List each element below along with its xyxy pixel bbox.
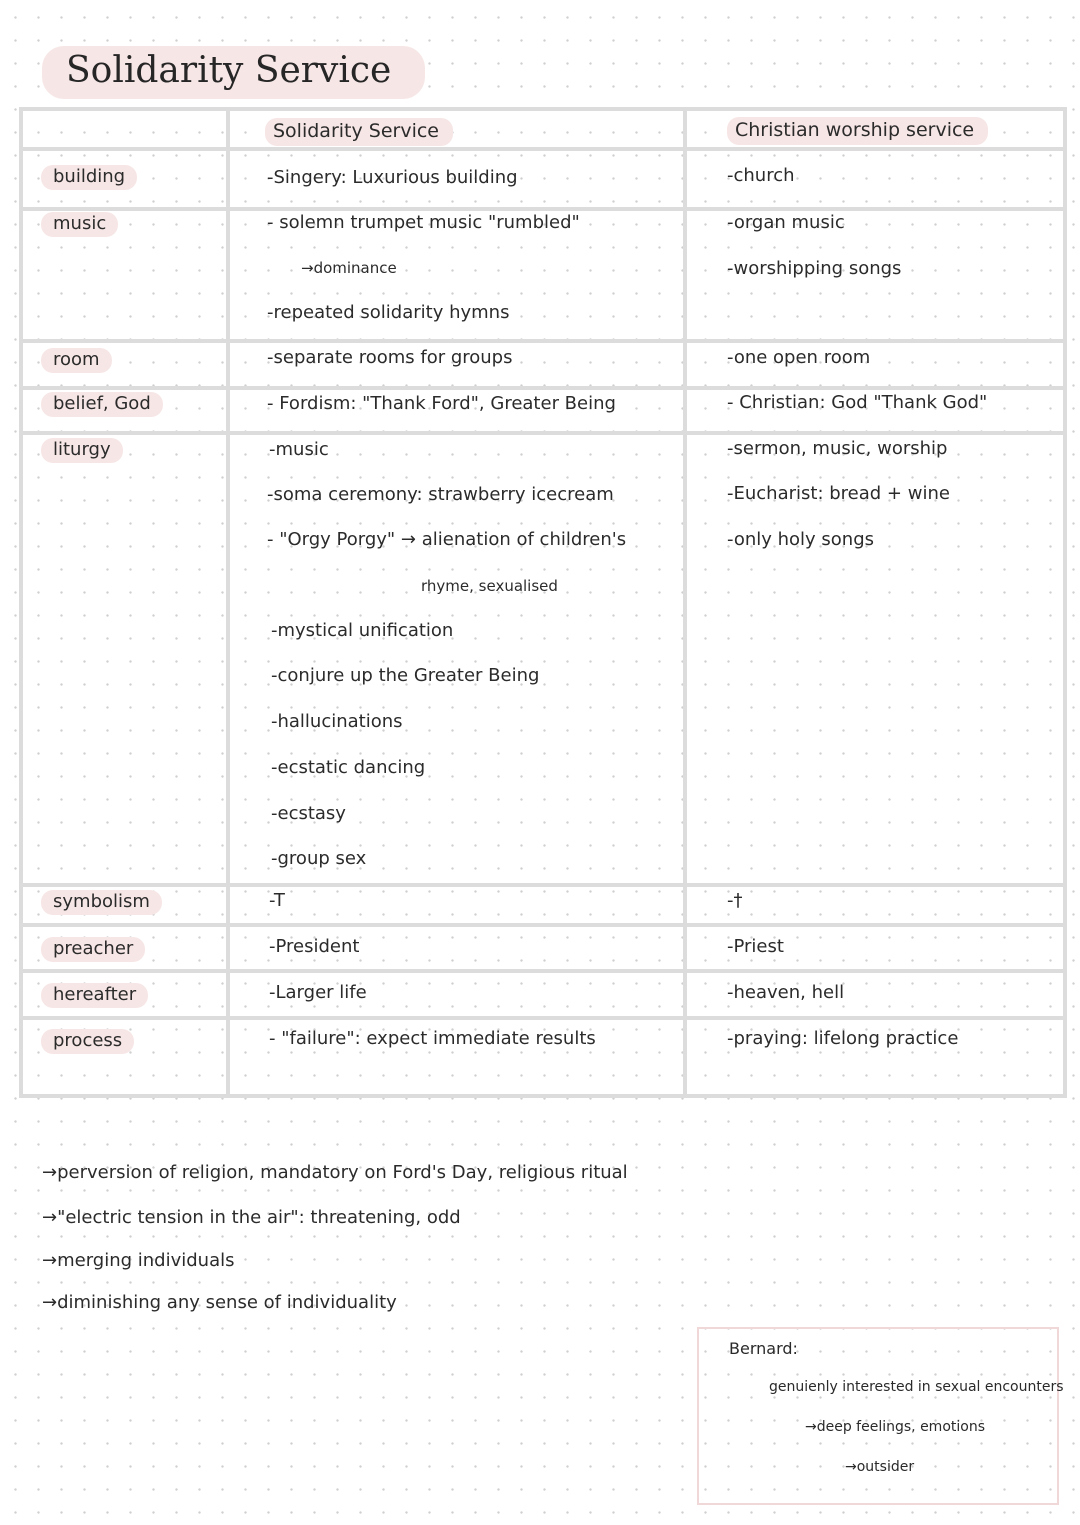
table-cell: -conjure up the Greater Being bbox=[271, 665, 540, 686]
table-cell: -Larger life bbox=[269, 982, 367, 1003]
table-line bbox=[19, 107, 1067, 111]
bernard-line: →deep feelings, emotions bbox=[805, 1419, 985, 1435]
table-cell: - "Orgy Porgy" → alienation of children's bbox=[267, 529, 627, 550]
table-line bbox=[19, 147, 1067, 151]
table-cell: -† bbox=[727, 890, 743, 911]
table-cell: -Priest bbox=[727, 936, 784, 957]
table-line bbox=[19, 969, 1067, 973]
table-cell: -hallucinations bbox=[271, 711, 403, 732]
table-cell: -one open room bbox=[727, 347, 871, 368]
table-line bbox=[19, 883, 1067, 887]
table-cell: -repeated solidarity hymns bbox=[267, 302, 510, 323]
table-cell: -sermon, music, worship bbox=[727, 438, 948, 459]
table-cell: - Fordism: "Thank Ford", Greater Being bbox=[267, 393, 616, 414]
bernard-line: →outsider bbox=[845, 1459, 915, 1475]
table-cell: -T bbox=[269, 890, 285, 911]
table-cell: - "failure": expect immediate results bbox=[269, 1028, 596, 1049]
bernard-title: Bernard: bbox=[729, 1339, 798, 1358]
table-cell: →dominance bbox=[301, 259, 397, 277]
table-cell: -President bbox=[269, 936, 360, 957]
table-cell: -organ music bbox=[727, 212, 845, 233]
category-label: preacher bbox=[41, 937, 145, 962]
table-line bbox=[226, 107, 230, 1098]
category-label: belief, God bbox=[41, 392, 163, 417]
category-label: process bbox=[41, 1029, 134, 1054]
category-label: building bbox=[41, 165, 137, 190]
table-line bbox=[1063, 107, 1067, 1098]
table-line bbox=[19, 207, 1067, 211]
note-line: →"electric tension in the air": threatening, odd bbox=[42, 1207, 461, 1228]
table-cell: - solemn trumpet music "rumbled" bbox=[267, 212, 580, 233]
table-line bbox=[19, 1016, 1067, 1020]
table-cell: -group sex bbox=[271, 848, 367, 869]
table-cell: -church bbox=[727, 165, 795, 186]
table-line bbox=[19, 923, 1067, 927]
table-cell: -ecstasy bbox=[271, 803, 346, 824]
table-cell: -ecstatic dancing bbox=[271, 757, 426, 778]
table-cell: - Christian: God "Thank God" bbox=[727, 392, 988, 413]
table-line bbox=[683, 107, 687, 1098]
category-label: symbolism bbox=[41, 890, 162, 915]
table-line bbox=[19, 1094, 1067, 1098]
table-line bbox=[19, 339, 1067, 343]
header-solidarity-service: Solidarity Service bbox=[265, 118, 453, 146]
table-cell: -Singery: Luxurious building bbox=[267, 167, 518, 188]
note-line: →merging individuals bbox=[42, 1250, 235, 1271]
category-label: music bbox=[41, 212, 118, 237]
table-line bbox=[19, 386, 1067, 390]
table-cell: -music bbox=[269, 439, 329, 460]
page-title: Solidarity Service bbox=[42, 46, 425, 99]
table-cell: -worshipping songs bbox=[727, 258, 902, 279]
bernard-line: genuienly interested in sexual encounters bbox=[769, 1379, 1064, 1395]
table-cell: -separate rooms for groups bbox=[267, 347, 513, 368]
table-line bbox=[19, 431, 1067, 435]
note-line: →diminishing any sense of individuality bbox=[42, 1292, 397, 1313]
category-label: hereafter bbox=[41, 983, 148, 1008]
table-cell: -Eucharist: bread + wine bbox=[727, 483, 950, 504]
table-cell: -mystical unification bbox=[271, 620, 454, 641]
bernard-note-box bbox=[697, 1327, 1064, 1505]
note-line: →perversion of religion, mandatory on Ford's Day, religious ritual bbox=[42, 1162, 628, 1183]
category-label: room bbox=[41, 348, 112, 373]
category-label: liturgy bbox=[41, 438, 123, 463]
table-cell: -heaven, hell bbox=[727, 982, 845, 1003]
comparison-table bbox=[19, 107, 1067, 1098]
header-christian-service: Christian worship service bbox=[727, 117, 988, 145]
table-cell: -soma ceremony: strawberry icecream bbox=[267, 484, 614, 505]
table-cell: -only holy songs bbox=[727, 529, 875, 550]
table-line bbox=[19, 107, 23, 1098]
table-cell: rhyme, sexualised bbox=[421, 577, 558, 595]
table-cell: -praying: lifelong practice bbox=[727, 1028, 959, 1049]
